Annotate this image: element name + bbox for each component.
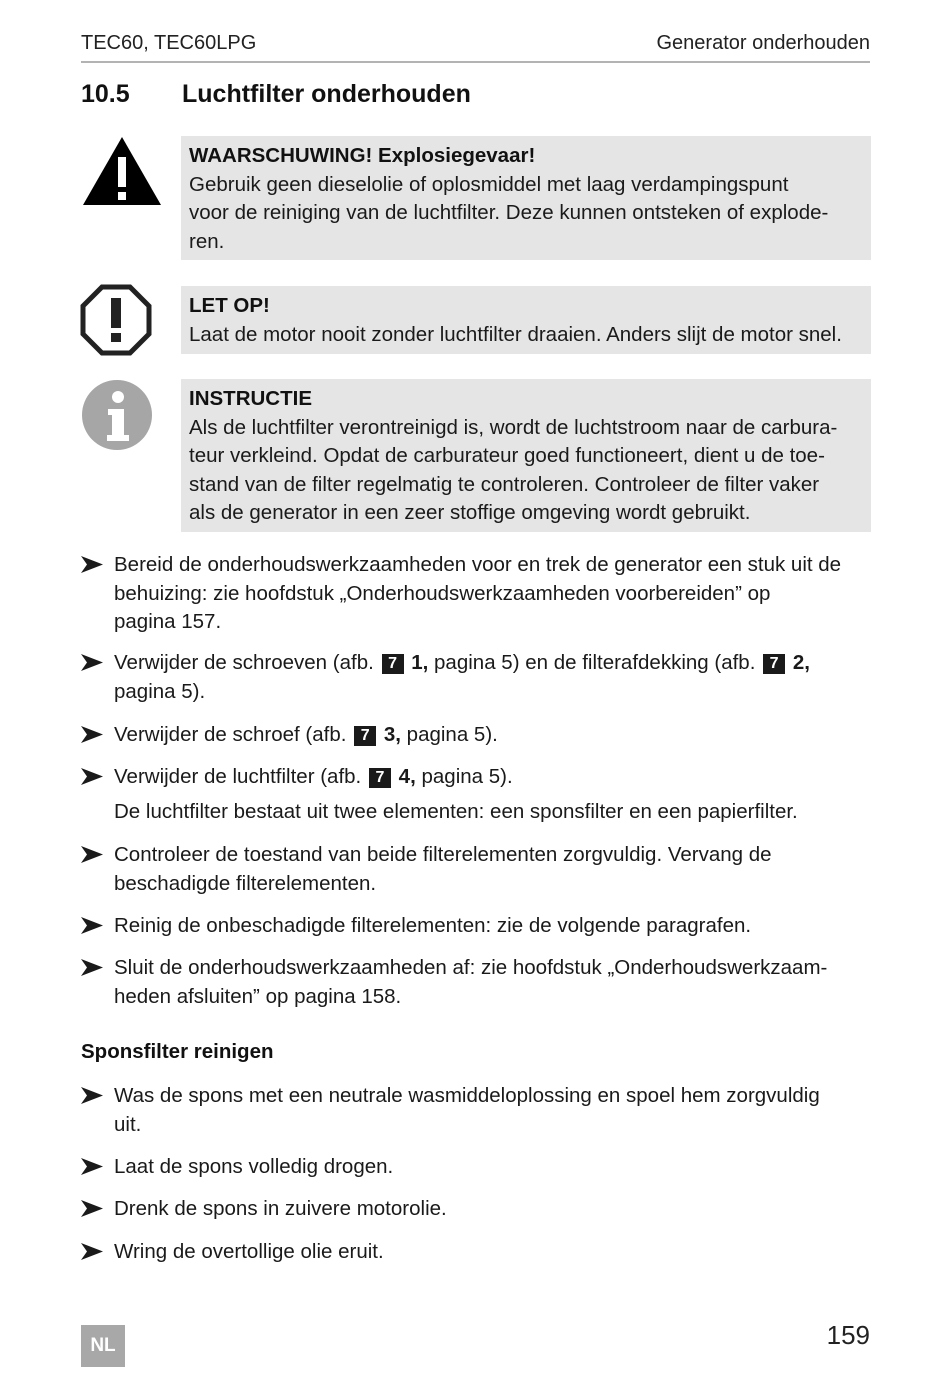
- steps-list-2: [81, 649, 871, 706]
- step-note: De luchtfilter bestaat uit twee elementen: een sponsfilter en een papierfilter.: [114, 800, 798, 823]
- figure-ref-badge: 7: [763, 654, 785, 674]
- arrow-bullet-icon: [81, 726, 103, 743]
- instruction-line: teur verkleind. Opdat de carburateur goed functioneert, dient u de toe-: [189, 444, 825, 467]
- list-item: Wring de overtollige olie eruit.: [81, 1238, 871, 1267]
- caution-line: Laat de motor nooit zonder luchtfilter draaien. Anders slijt de motor snel.: [189, 322, 842, 346]
- list-item: Controleer de toestand van beide filterelementen zorgvuldig. Vervang de beschadigde filterelementen.: [81, 841, 871, 898]
- list-item: Drenk de spons in zuivere motorolie.: [81, 1195, 871, 1224]
- steps-list-4: [81, 763, 871, 792]
- instruction-line: Als de luchtfilter verontreinigd is, wordt de luchtstroom naar de carbura-: [189, 415, 838, 439]
- instruction-title: INSTRUCTIE: [189, 387, 312, 410]
- figure-ref-badge: 7: [369, 768, 391, 788]
- arrow-bullet-icon: [81, 1087, 103, 1104]
- sponge-steps-3: [81, 1195, 871, 1224]
- steps-list-5: [81, 841, 871, 898]
- steps-list-7: [81, 954, 871, 1011]
- list-item: Bereid de onderhoudswerkzaamheden voor en trek de generator een stuk uit de behuizing: zie hoofdstuk „Onderhoudswerkzaamheden voorbereiden” op pagina 157.: [81, 551, 871, 637]
- list-item: Verwijder de luchtfilter (afb. 7 4, pagina 5).: [81, 763, 871, 792]
- steps-list-3: [81, 721, 871, 750]
- sponge-steps-4: [81, 1238, 871, 1267]
- arrow-bullet-icon: [81, 1200, 103, 1217]
- arrow-bullet-icon: [81, 959, 103, 976]
- steps-list-1: [81, 551, 871, 637]
- list-item: Verwijder de schroef (afb. 7 3, pagina 5).: [81, 721, 871, 750]
- sponge-steps-2: [81, 1153, 871, 1182]
- header-model: TEC60, TEC60LPG: [81, 32, 257, 54]
- sponge-steps-1: [81, 1082, 871, 1139]
- language-tab: NL: [81, 1325, 125, 1367]
- info-circle-icon: [81, 379, 153, 451]
- list-item: Was de spons met een neutrale wasmiddeloplossing en spoel hem zorgvuldig uit.: [81, 1082, 871, 1139]
- arrow-bullet-icon: [81, 556, 103, 573]
- header-chapter: Generator onderhouden: [656, 32, 870, 54]
- warning-line: voor de reiniging van de luchtfilter. Deze kunnen ontsteken of explode-: [189, 201, 829, 224]
- running-header: [81, 31, 870, 63]
- subheading: Sponsfilter reinigen: [81, 1040, 274, 1063]
- instruction-line: stand van de filter regelmatig te controleren. Controleer de filter vaker: [189, 472, 820, 496]
- arrow-bullet-icon: [81, 1158, 103, 1175]
- caution-title: LET OP!: [189, 294, 270, 317]
- instruction-line: als de generator in een zeer stoffige omgeving wordt gebruikt.: [189, 501, 751, 524]
- warning-triangle-icon: [81, 135, 163, 207]
- section-number: 10.5: [81, 80, 130, 108]
- arrow-bullet-icon: [81, 1243, 103, 1260]
- section-title: [81, 80, 471, 109]
- list-item: Laat de spons volledig drogen.: [81, 1153, 871, 1182]
- warning-notice: [181, 136, 871, 260]
- figure-ref-badge: 7: [354, 726, 376, 746]
- page-number: 159: [826, 1320, 870, 1350]
- arrow-bullet-icon: [81, 846, 103, 863]
- list-item: Verwijder de schroeven (afb. 7 1, pagina 5) en de filterafdekking (afb. 7 2, pagina 5).: [81, 649, 871, 706]
- caution-notice: [181, 286, 871, 354]
- warning-line: ren.: [189, 229, 225, 253]
- warning-title: WAARSCHUWING! Explosiegevaar!: [189, 144, 536, 167]
- octagon-exclamation-icon: [80, 284, 152, 356]
- arrow-bullet-icon: [81, 654, 103, 671]
- instruction-notice: [181, 379, 871, 532]
- figure-ref-badge: 7: [382, 654, 404, 674]
- section-title-text: Luchtfilter onderhouden: [182, 80, 471, 108]
- warning-line: Gebruik geen dieselolie of oplosmiddel met laag verdampingspunt: [189, 172, 789, 196]
- arrow-bullet-icon: [81, 768, 103, 785]
- list-item: Reinig de onbeschadigde filterelementen: zie de volgende paragrafen.: [81, 912, 871, 941]
- list-item: Sluit de onderhoudswerkzaamheden af: zie hoofdstuk „Onderhoudswerkzaam- heden afsluiten” op pagina 158.: [81, 954, 871, 1011]
- steps-list-6: [81, 912, 871, 941]
- arrow-bullet-icon: [81, 917, 103, 934]
